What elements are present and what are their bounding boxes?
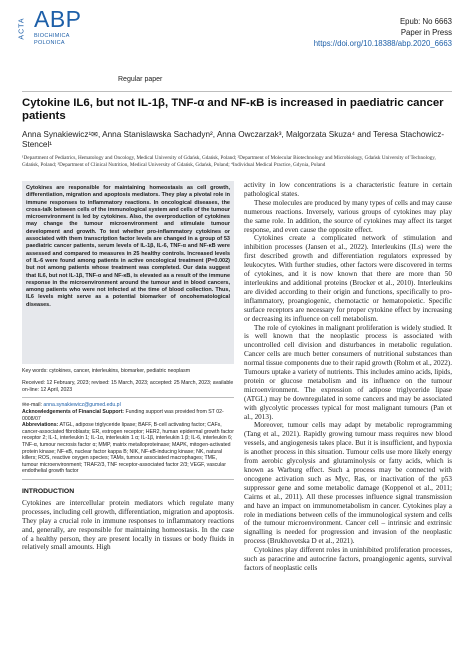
doi-link[interactable]: https://doi.org/10.18388/abp.2020_6663	[313, 39, 452, 48]
paper-title: Cytokine IL6, but not IL-1β, TNF-α and NF-κB is increased in paediatric cancer patients	[22, 97, 444, 122]
paragraph-3: Cytokines create a complicated network of stimulation and inhibition processes (Jansen et al., 2022). Interleukins (ILs) were the first described growth and differentiation regulators expressed by leukocytes. With further studies, other factors were discovered in terms of cytokines, and it is now known that there are more than 50 interleukins and additional proteins (Brocker et al., 2010). Interleukins are divided according to their origin and functions, specifically to pro-inflammatory, proangiogenic, chemotactic or hematopoietic. Specific surface receptors are necessary for proper cytokine effect by increasing or decreasing its influence on cell metabolism.	[244, 234, 452, 323]
email-link[interactable]: anna.synakiewicz@gumed.edu.pl	[43, 402, 121, 409]
keywords: Key words: cytokines, cancer, interleukins, biomarker, pediatric neoplasm	[22, 368, 191, 374]
section-divider	[22, 479, 234, 480]
intro-text	[22, 499, 234, 552]
intro-paragraph: Cytokines are intercellular protein mediators which regulate many processes, including cell growth, differentiation, migration and apoptosis. They play a crucial role in immune responses to inflammatory reactions and, generally, are responsible for maintaining homeostasis. In the case of a healthy person, they are present locally in tissues or body fluids in relatively small amounts. High	[22, 498, 234, 552]
logo-abp: ABP	[34, 6, 82, 32]
paragraph-4: The role of cytokines in malignant proliferation is widely studied. It is well known that the neoplastic process is associated with uncontrolled cell division and disturbances in metabolic regulation. Cancer cells are much better consumers of nutritional substances than normal tissue components due to their rapid growth (Rohm et al., 2022). Tumours uptake a variety of nutrients. This includes amino acids, lipids, protein or glucose metabolism and its influence on the tumour microenvironment. The expression of adipose triglyceride lipase (ATGL) may be downregulated in some cancers and may be associated with glycolytic processes typical for most malignant tumours (Pan et al., 2013).	[244, 323, 452, 421]
paragraph-2: These molecules are produced by many types of cells and may cause numerous reactions. Inversely, various groups of cytokines may play the same role. In addition, the source of cytokines may affect its target response, and even cause the opposite effect.	[244, 198, 452, 234]
epub-number: Epub: No 6663	[399, 17, 452, 26]
logo-line-1: BIOCHIMICA	[34, 33, 70, 39]
abbreviations: Abbreviations: ATGL, adipose triglyceride lipase; BAFF, B-cell activating factor; CAFs, cancer-associated fibroblasts; ER, estrogen receptor; HER2, human epidermal growth factor receptor 2; IL-1, interleukin 1; IL-1α, interleukin 1 α; IL-1β, interleukin 1 β; IL-6, interleukin 6; TNF-α, tumour necrosis factor α; MMP, matrix metalloproteinase; MAPK, mitogen-activated protein kinase; NF-κB, nuclear factor kappa B; NIK, NF-κB-inducing kinase; NK, natural killers; ROS, reactive oxygen species; TAMs, tumour associated macrophages; TME, tumour microenvironment; TRAF2/3, TNF receptor-associated factor 2/3; VEGF, vascular endothelial growth factor	[22, 422, 234, 475]
affiliations: ¹Department of Pediatrics, Hematology and Oncology, Medical University of Gdańsk, Gdańsk, Poland; ²Department of Molecular Biotechnology and Microbiology, Gdańsk University of Technology, Gdańsk, Poland; ³Department of Clinical Nutrition, Medical University of Gdańsk, Gdańsk, Poland; ⁴Individual Medical Practice, Gdynia, Poland	[22, 155, 436, 168]
paper-status: Paper in Press	[400, 28, 452, 37]
header-info	[314, 16, 452, 49]
email-line: ✉e-mail: anna.synakiewicz@gumed.edu.pl	[22, 402, 121, 409]
journal-logo	[18, 6, 100, 50]
acknowledgements: Acknowledgements of Financial Support: Funding support was provided from ST 02-0008/07	[22, 408, 224, 422]
left-column	[22, 181, 234, 552]
paragraph-1: activity in low concentrations is a characteristic feature in certain pathological states.	[244, 181, 452, 198]
header-divider	[22, 91, 452, 92]
logo-line-2: POLONICA	[34, 40, 65, 46]
logo-acta: ACTA	[18, 17, 26, 40]
paragraph-5: Moreover, tumour cells may adapt by metabolic reprogramming (Tang et al., 2021). Rapidly growing tumour mass requires new blood vessels, and angiogenesis takes place. But it is insufficient, and hypoxia is another process in this situation. Tumour cells use more likely energy from aerobic glycolysis and glutaminolysis or fatty acids, which is known as Warburg effect. Such a process may be connected with oncogene activation such as Myc, Ras, or inactivation of the p53 suppressor gene and some metabolic damage (Koppenol et al., 2011; Cairns et al., 2011). All these processes influence signal transmission and have an impact on immunometabolism in cancer. Cytokines play a role in mediations between cells of the immunological system and cells of the tumour microenvironment. Cancer cell – intrinsic and extrinsic signalling is needed for progression and invasion of the neoplastic process (Brukhovetska D et al., 2021).	[244, 421, 452, 546]
article-type: Regular paper	[118, 76, 163, 83]
article-dates: Received: 12 February, 2023; revised: 15 March, 2023; accepted: 25 March, 2023; available on-line: 12 April, 2023	[22, 379, 234, 393]
footnotes	[22, 402, 234, 475]
abstract: Cytokines are responsible for maintaining homeostasis as cell growth, differentiation, migration and apoptosis mediators. They play a pivotal role in immune responses to inflammatory reactions. In oncological diseases, the cross-talk between cells of the immunological system and cells of the tumour microenvironment is led by cytokines. Also, the overproduction of cytokines may change the tumour microenvironment and stimulate tumour development and growth. To test whether pro-inflammatory cytokines or associated with them transcription factor levels are changed in a group of 53 paediatric cancer patients, serum levels of IL-1β, IL-6, TNF-α and NF-κB were assessed and compared to measures in 25 healthy controls. Increased levels of IL-6 were found among patients in active oncological treatment (P=0.002) but not among patients whose treatment was completed. Our data suggest that IL6, but not IL-1β, TNF-α and NF-κB, is elevated as a result of the immune response in the microenvironment around the tumour and in blood cancers, among patients who were not infected at the time of blood collection. Thus, IL6 levels might serve as a potential biomarker of oncohematological diseases.	[22, 181, 234, 364]
intro-heading: INTRODUCTION	[22, 487, 75, 495]
paragraph-6: Cytokines play different roles in uninhibited proliferation processes, such as paracrine and autocrine factors, proangiogenic agents, survival factors of neoplastic cells	[244, 546, 452, 572]
right-column	[244, 181, 452, 573]
right-column-text	[244, 181, 452, 573]
author-list: Anna Synakiewicz¹✉, Anna Stanislawska Sachadyn², Anna Owczarzak³, Malgorzata Skuza⁴ and Teresa Stachowicz-Stencel¹	[22, 130, 445, 149]
footnote-divider	[22, 397, 234, 398]
